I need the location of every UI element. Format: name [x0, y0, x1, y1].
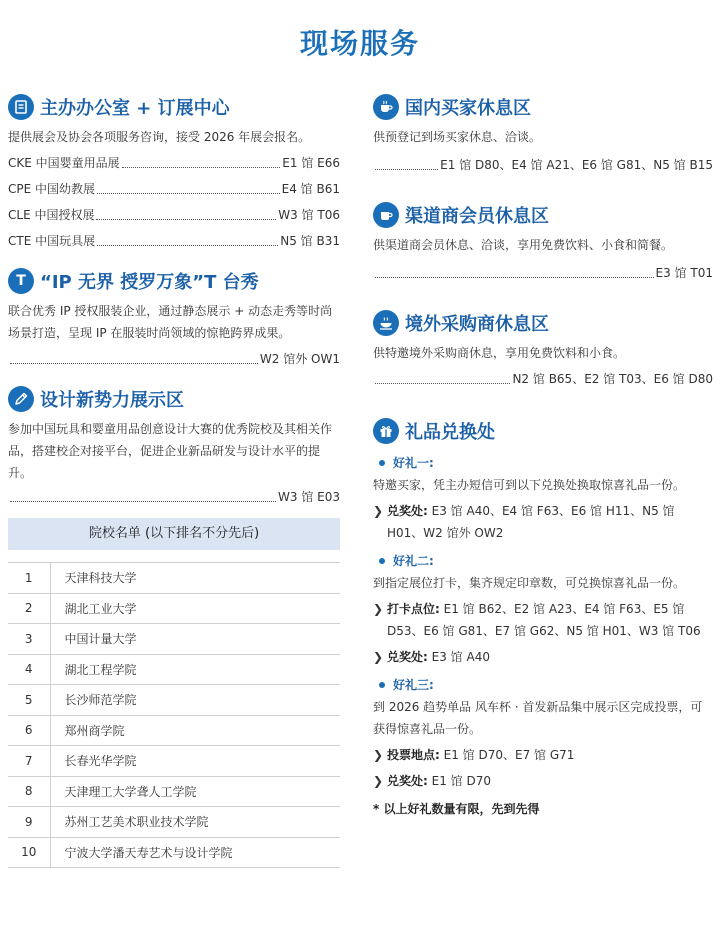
table-row — [8, 654, 340, 685]
school-num: 10 — [8, 837, 50, 868]
table-row — [8, 746, 340, 777]
overseas-lounge-title: 境外采购商休息区 — [405, 314, 549, 335]
school-name: 中国计量大学 — [50, 624, 340, 655]
design-section — [8, 384, 340, 868]
row-label: CTE 中国玩具展 — [8, 234, 96, 248]
gift-section — [373, 416, 713, 820]
gift-two-redeem-label: 兑奖处: — [387, 650, 428, 664]
school-table — [8, 562, 340, 868]
chevron-right-icon: ❯ — [373, 748, 384, 762]
gift-two-label — [373, 550, 713, 572]
gift-three-label-text: 好礼三: — [393, 678, 434, 692]
gift-two-checkin-row — [373, 598, 713, 642]
gift-three-vote-label: 投票地点: — [387, 748, 440, 762]
ip-show-section — [8, 266, 340, 370]
row-value: E4 馆 B61 — [281, 182, 340, 196]
gift-three-desc: 到 2026 趋势单品 风车杯 · 首发新品集中展示区完成投票，可获得惊喜礼品一份。 — [373, 700, 703, 736]
gift-box-icon — [373, 418, 399, 444]
ip-show-title: “IP 无界 授罗万象”T 台秀 — [40, 272, 259, 293]
school-name: 苏州工艺美术职业技术学院 — [50, 807, 340, 838]
gift-three-redeem-label: 兑奖处: — [387, 774, 428, 788]
coffee-mug-icon — [373, 202, 399, 228]
organizer-header — [8, 92, 340, 122]
gift-one-desc: 特邀买家，凭主办短信可到以下兑换处换取惊喜礼品一份。 — [373, 478, 686, 492]
table-row — [8, 715, 340, 746]
chevron-right-icon: ❯ — [373, 504, 384, 518]
school-num: 2 — [8, 593, 50, 624]
table-row — [8, 563, 340, 594]
table-row — [8, 776, 340, 807]
hot-drink-icon — [373, 310, 399, 336]
gift-two-desc: 到指定展位打卡，集齐规定印章数，可兑换惊喜礼品一份。 — [373, 576, 686, 590]
document-icon — [8, 94, 34, 120]
school-num: 1 — [8, 563, 50, 594]
organizer-row — [8, 178, 340, 200]
gift-three-redeem-value: E1 馆 D70 — [431, 774, 491, 788]
overseas-lounge-header — [373, 308, 713, 338]
leader-dots — [122, 167, 281, 168]
gift-two-redeem-value: E3 馆 A40 — [431, 650, 490, 664]
design-desc: 参加中国玩具和婴童用品创意设计大赛的优秀院校及其相关作品，搭建校企对接平台，促进企业新品研发与设计水平的提升。 — [8, 422, 333, 480]
leader-dots — [375, 169, 438, 170]
channel-lounge-title: 渠道商会员休息区 — [405, 206, 549, 227]
table-row — [8, 624, 340, 655]
leader-dots — [375, 277, 654, 278]
leader-dots — [10, 501, 276, 502]
school-num: 6 — [8, 715, 50, 746]
buyer-lounge-location: E1 馆 D80、E4 馆 A21、E6 馆 G81、N5 馆 B15 — [440, 158, 713, 172]
school-num: 5 — [8, 685, 50, 716]
organizer-row — [8, 152, 340, 174]
overseas-lounge-location: N2 馆 B65、E2 馆 T03、E6 馆 D80 — [512, 372, 713, 386]
channel-lounge-location: E3 馆 T01 — [655, 266, 713, 280]
buyer-lounge-title: 国内买家休息区 — [405, 98, 531, 119]
gift-header — [373, 416, 713, 446]
school-num: 4 — [8, 654, 50, 685]
table-row — [8, 807, 340, 838]
pencil-icon — [8, 386, 34, 412]
ip-show-location-row — [8, 348, 340, 370]
leader-dots — [97, 245, 278, 246]
bullet-dot — [379, 682, 385, 688]
chevron-right-icon: ❯ — [373, 650, 384, 664]
design-location: W3 馆 E03 — [278, 490, 340, 504]
gift-one-redeem-row — [373, 500, 713, 544]
design-title: 设计新势力展示区 — [40, 390, 184, 411]
gift-two-checkin-label: 打卡点位: — [387, 602, 440, 616]
gift-two-redeem-row — [373, 646, 713, 668]
buyer-lounge-header — [373, 92, 713, 122]
row-label: CPE 中国幼教展 — [8, 182, 96, 196]
table-row — [8, 593, 340, 624]
buyer-lounge-section — [373, 92, 713, 176]
gift-title: 礼品兑换处 — [405, 422, 495, 443]
channel-lounge-section — [373, 200, 713, 284]
school-name: 天津科技大学 — [50, 563, 340, 594]
organizer-row — [8, 230, 340, 252]
gift-note: * 以上好礼数量有限，先到先得 — [373, 802, 540, 816]
gift-one-label-text: 好礼一: — [393, 456, 434, 470]
school-name: 郑州商学院 — [50, 715, 340, 746]
gift-three-label — [373, 674, 713, 696]
overseas-lounge-section — [373, 308, 713, 390]
table-row — [8, 685, 340, 716]
gift-one-redeem-value: E3 馆 A40、E4 馆 F63、E6 馆 H11、N5 馆 H01、W2 馆外 OW2 — [387, 504, 675, 540]
school-name: 湖北工程学院 — [50, 654, 340, 685]
organizer-row — [8, 204, 340, 226]
gift-one-label — [373, 452, 713, 474]
letter-t-icon: T — [8, 268, 34, 294]
organizer-title: 主办办公室 + 订展中心 — [40, 98, 230, 119]
gift-three-vote-value: E1 馆 D70、E7 馆 G71 — [443, 748, 575, 762]
leader-dots — [375, 383, 510, 384]
row-value: E1 馆 E66 — [282, 156, 340, 170]
organizer-desc: 提供展会及协会各项服务咨询，接受 2026 年展会报名。 — [8, 130, 311, 144]
gift-one-redeem-label: 兑奖处: — [387, 504, 428, 518]
overseas-lounge-location-row — [373, 368, 713, 390]
bullet-dot — [379, 460, 385, 466]
channel-lounge-location-row — [373, 262, 713, 284]
buyer-lounge-location-row — [373, 154, 713, 176]
school-name: 长沙师范学院 — [50, 685, 340, 716]
leader-dots — [97, 193, 280, 194]
bullet-dot — [379, 558, 385, 564]
design-location-row — [8, 486, 340, 508]
row-label: CKE 中国婴童用品展 — [8, 156, 120, 170]
page-title: 现场服务 — [299, 27, 420, 60]
gift-two-checkin-value: E1 馆 B62、E2 馆 A23、E4 馆 F63、E5 馆 D53、E6 馆 G81、E7 馆 G62、N5 馆 H01、W3 馆 T06 — [387, 602, 701, 638]
buyer-lounge-desc: 供预登记到场买家休息、洽谈。 — [373, 130, 542, 144]
channel-lounge-header — [373, 200, 713, 230]
school-name: 长春光华学院 — [50, 746, 340, 777]
ip-show-header — [8, 266, 340, 296]
row-value: N5 馆 B31 — [280, 234, 340, 248]
gift-two-label-text: 好礼二: — [393, 554, 434, 568]
leader-dots — [96, 219, 276, 220]
chevron-right-icon: ❯ — [373, 602, 384, 616]
design-header — [8, 384, 340, 414]
school-num: 3 — [8, 624, 50, 655]
school-num: 8 — [8, 776, 50, 807]
school-name: 宁波大学潘天寿艺术与设计学院 — [50, 837, 340, 868]
row-label: CLE 中国授权展 — [8, 208, 95, 222]
school-num: 7 — [8, 746, 50, 777]
ip-show-location: W2 馆外 OW1 — [259, 352, 340, 366]
ip-show-desc: 联合优秀 IP 授权服装企业，通过静态展示 + 动态走秀等时尚场景打造，呈现 IP 在服装时尚领域的惊艳跨界成果。 — [8, 304, 333, 340]
gift-three-vote-row — [373, 744, 713, 766]
leader-dots — [10, 363, 258, 364]
row-value: W3 馆 T06 — [278, 208, 340, 222]
left-column — [8, 92, 340, 868]
school-num: 9 — [8, 807, 50, 838]
school-table-header: 院校名单 (以下排名不分先后) — [8, 518, 340, 550]
school-name: 天津理工大学聋人工学院 — [50, 776, 340, 807]
channel-lounge-desc: 供渠道商会员休息、洽谈，享用免费饮料、小食和简餐。 — [373, 238, 674, 252]
right-column — [373, 92, 713, 820]
organizer-section — [8, 92, 340, 252]
school-name: 湖北工业大学 — [50, 593, 340, 624]
chevron-right-icon: ❯ — [373, 774, 384, 788]
gift-three-redeem-row — [373, 770, 713, 792]
overseas-lounge-desc: 供特邀境外采购商休息，享用免费饮料和小食。 — [373, 346, 626, 360]
coffee-cup-icon — [373, 94, 399, 120]
table-row — [8, 837, 340, 868]
